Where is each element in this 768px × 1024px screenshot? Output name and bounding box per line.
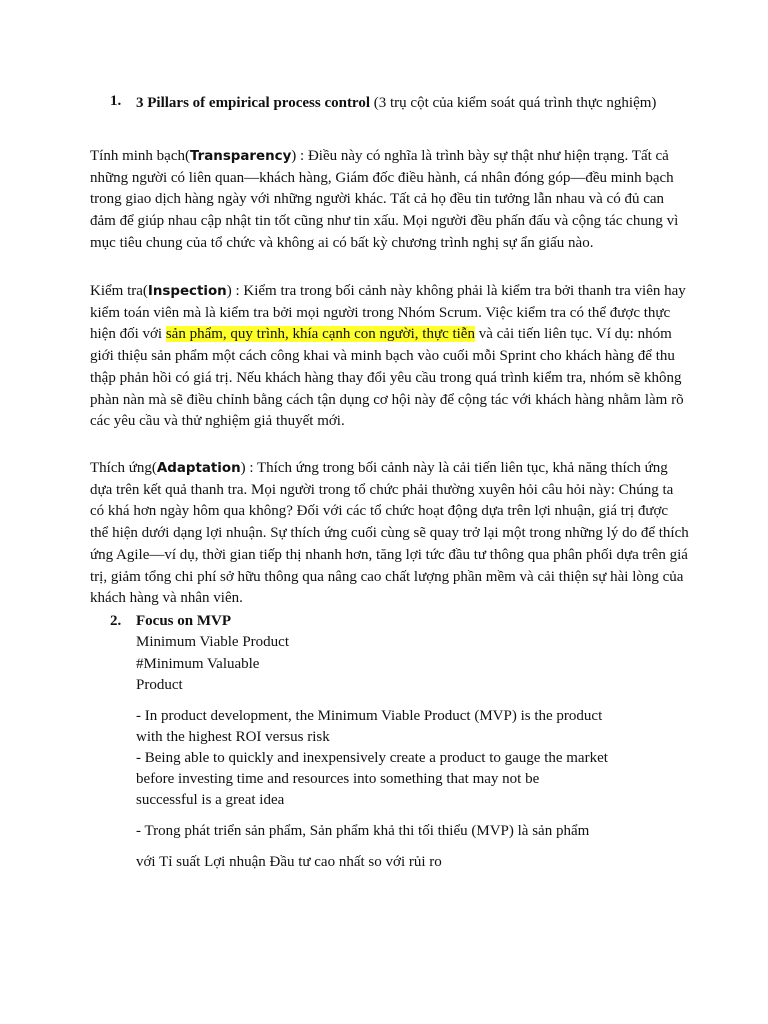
paragraph-transparency <box>90 146 690 255</box>
section-heading <box>136 93 676 115</box>
paragraph-prefix: Thích ứng( <box>90 460 157 476</box>
paragraph-adaptation <box>90 458 690 610</box>
term-inspection: Inspection <box>147 284 227 299</box>
paragraph-body-continued: và cải tiến liên tục. Ví dụ: nhóm giới thiệu sản phẩm một cách công khai và minh bạch vào cuối mỗi Sprint cho khách hàng để thu thập phản hồi có giá trị. Nếu khách hàng thay đổi yêu cầu trong quá trình kiểm tra, nhóm sẽ không phàn nàn mà sẽ điều chỉnh bằng cách tận dụng cơ hội này để cộng tác với khách hàng nhằm làm rõ các yêu cầu và thử nghiệm giả thuyết mới. <box>90 326 684 430</box>
section-number: 1. <box>110 93 122 109</box>
paragraph-prefix: Kiểm tra( <box>90 283 148 299</box>
paragraph-prefix: Tính minh bạch( <box>90 148 190 164</box>
bullet-line: - Being able to quickly and inexpensively create a product to gauge the market <box>136 750 608 766</box>
paragraph-body: ) : Kiểm tra trong bối cảnh này không phải là kiểm tra bởi thanh tra viên hay kiểm toán viên mà là kiểm tra bởi mọi người trong Nhóm Scrum. Việc kiểm tra có thể được thực hiện đối với <box>90 283 686 343</box>
section-title-bold: 3 Pillars of empirical process control <box>136 95 370 111</box>
paragraph-body: ) : Thích ứng trong bối cảnh này là cải tiến liên tục, khả năng thích ứng dựa trên kết quả thanh tra. Mọi người trong tổ chức phải thường xuyên hỏi câu hỏi này: Chúng ta có khá hơn ngày hôm qua không? Đối với các tổ chức hoạt động dựa trên lợi nhuận, giá trị được thể hiện dưới dạng lợi nhuận. Sự thích ứng cuối cùng sẽ quay trở lại một trong những lý do để thích ứng Agile—ví dụ, thời gian tiếp thị nhanh hơn, tăng lợi tức đầu tư thông qua phân phối dựa trên giá trị, giảm tổng chi phí sở hữu thông qua nâng cao chất lượng phần mềm và cải thiện sự hài lòng của khách hàng và nhân viên. <box>90 460 689 607</box>
bullet-line: with the highest ROI versus risk <box>136 729 330 745</box>
bullet-line: - In product development, the Minimum Viable Product (MVP) is the product <box>136 708 603 724</box>
paragraph-body: ) : Điều này có nghĩa là trình bày sự thật như hiện trạng. Tất cả những người có liên quan—khách hàng, Giám đốc điều hành, cá nhân đóng góp—đều minh bạch trong giao dịch hàng ngày với những người khác. Tất cả họ đều tin tưởng lẫn nhau và có đủ can đảm để giúp nhau cập nhật tin tốt cũng như tin xấu. Mọi người đều phấn đấu và cộng tác chung vì mục tiêu chung của tổ chức và không ai có bất kỳ chương trình nghị sự ẩn giấu nào. <box>90 148 679 251</box>
bullet-line: - Trong phát triển sản phẩm, Sản phẩm khả thi tối thiểu (MVP) là sản phẩm <box>136 823 590 839</box>
section-number: 2. <box>110 613 122 629</box>
mvp-line: Minimum Viable Product <box>136 634 289 650</box>
section-title: Focus on MVP <box>136 613 231 629</box>
mvp-line: #Minimum Valuable <box>136 656 260 672</box>
section-title-rest: (3 trụ cột của kiểm soát quá trình thực nghiệm) <box>370 95 657 111</box>
bullet-line: before investing time and resources into something that may not be <box>136 771 540 787</box>
paragraph-inspection <box>90 281 690 433</box>
bullet-line: với Tỉ suất Lợi nhuận Đầu tư cao nhất so với rủi ro <box>136 854 442 870</box>
term-transparency: Transparency <box>189 149 292 164</box>
mvp-line: Product <box>136 677 183 693</box>
term-adaptation: Adaptation <box>156 461 241 476</box>
highlighted-text: sản phẩm, quy trình, khía cạnh con người, thực tiễn <box>165 326 475 343</box>
bullet-line: successful is a great idea <box>136 792 285 808</box>
